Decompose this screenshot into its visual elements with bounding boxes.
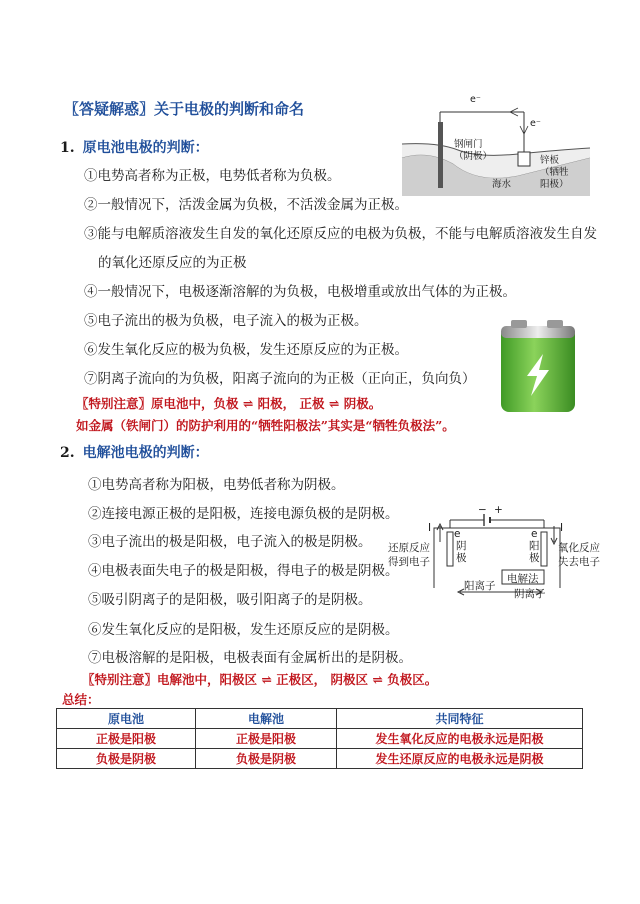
summary-label: 总结： — [62, 692, 100, 707]
zinc-label-1: 锌板 — [540, 155, 560, 166]
s1-item-6: ⑥发生氧化反应的极为负极，发生还原反应的为正极。 — [84, 342, 408, 358]
section1-heading — [60, 137, 209, 157]
s2-special-note: 〖特别注意〗电解池中，阳极区 ⇌ 正极区， 阴极区 ⇌ 负极区。 — [82, 672, 438, 687]
electrolysis-box-label: 电解法 — [507, 573, 539, 585]
s1-special-note: 〖特别注意〗原电池中，负极 ⇌ 阳极， 正极 ⇌ 阴极。 — [76, 396, 382, 411]
zinc-label-2: （牺牲 — [540, 167, 569, 178]
s2-item-4: ④电极表面失电子的极是阳极，得电子的极是阴极。 — [88, 563, 399, 579]
s2-item-2: ②连接电源正极的是阳极，连接电源负极的是阴极。 — [88, 506, 399, 522]
s1-special-note-2: 如金属（铁闸门）的防护利用的“牺牲阳极法”其实是“牺牲负极法”。 — [76, 418, 455, 433]
s1-item-7: ⑦阴离子流向的为负极，阳离子流向的为正极（正向正，负向负） — [84, 371, 476, 387]
s1-item-5: ⑤电子流出的极为负极，电子流入的极为正极。 — [84, 313, 368, 329]
gate-label-1: 钢闸门 — [454, 139, 483, 150]
s2-item-5: ⑤吸引阴离子的是阳极，吸引阳离子的是阴极。 — [88, 592, 372, 608]
section1-heading-text: 原电池电极的判断： — [82, 140, 209, 156]
section2-heading — [60, 442, 209, 462]
summary-header-row — [57, 709, 583, 729]
reduction-label-2: 得到电子 — [388, 556, 430, 568]
summary-header-galvanic: 原电池 — [57, 709, 196, 729]
oxidation-label-2: 失去电子 — [558, 556, 600, 568]
anode-label-2: 极 — [529, 552, 540, 564]
zinc-label-3: 阳极） — [540, 179, 569, 190]
electron-right-label: e — [531, 528, 538, 540]
electron-right-label: e⁻ — [530, 118, 541, 129]
s2-item-7: ⑦电极溶解的是阳极，电极表面有金属析出的是阴极。 — [88, 650, 412, 666]
oxidation-label-1: 氧化反应 — [558, 542, 600, 554]
page-title: 〖答疑解惑〗关于电极的判断和命名 — [64, 100, 305, 118]
s2-item-6: ⑥发生氧化反应的是阳极，发生还原反应的是阴极。 — [88, 622, 399, 638]
summary-header-electrolytic: 电解池 — [196, 709, 337, 729]
steel-gate — [438, 122, 443, 188]
s1-item-3: ③能与电解质溶液发生自发的氧化还原反应的电极为负极，不能与电解质溶液发生自发 — [84, 226, 597, 242]
anode-plate — [541, 532, 547, 566]
cathode-label-1: 阴 — [456, 540, 467, 552]
summary-header-common: 共同特征 — [337, 709, 583, 729]
seawater-label: 海水 — [492, 179, 512, 190]
summary-cell: 正极是阳极 — [57, 729, 196, 749]
section2-heading-text: 电解池电极的判断： — [82, 445, 209, 461]
summary-cell: 正极是阳极 — [196, 729, 337, 749]
reduction-label-1: 还原反应 — [388, 542, 430, 554]
s2-item-3: ③电子流出的极是阳极，电子流入的极是阴极。 — [88, 534, 372, 550]
electron-top-label: e⁻ — [470, 94, 481, 105]
s1-item-2: ②一般情况下，活泼金属为负极，不活泼金属为正极。 — [84, 197, 408, 213]
current-left-label: I — [428, 522, 432, 534]
summary-cell: 负极是阴极 — [57, 749, 196, 769]
cathode-plate — [447, 532, 453, 566]
battery-icon — [497, 318, 579, 414]
s1-item-3-cont: 的氧化还原反应的为正极 — [98, 255, 247, 271]
anode-label-1: 阳 — [529, 540, 540, 552]
current-right-label: I — [560, 522, 564, 534]
cation-label: 阳离子 — [464, 580, 496, 592]
anion-label: 阴离子 — [514, 588, 546, 600]
zinc-plate — [518, 152, 530, 166]
summary-cell: 负极是阴极 — [196, 749, 337, 769]
summary-table — [56, 708, 583, 769]
cathode-label-2: 极 — [456, 552, 467, 564]
s1-item-4: ④一般情况下，电极逐渐溶解的为负极，电极增重或放出气体的为正极。 — [84, 284, 516, 300]
section1-number: 1. — [60, 140, 75, 156]
section2-number: 2. — [60, 445, 75, 461]
table-row — [57, 749, 583, 769]
battery-illustration — [497, 318, 579, 414]
s1-item-1: ①电势高者称为正极，电势低者称为负极。 — [84, 168, 341, 184]
battery-plus: + — [494, 504, 503, 516]
summary-cell: 发生还原反应的电极永远是阴极 — [337, 749, 583, 769]
gate-label-2: （阴极） — [454, 151, 493, 162]
table-row — [57, 729, 583, 749]
s2-item-1: ①电势高者称为阳极，电势低者称为阴极。 — [88, 477, 345, 493]
summary-cell: 发生氧化反应的电极永远是阳极 — [337, 729, 583, 749]
battery-minus: − — [478, 504, 487, 516]
electron-left-label: e — [454, 528, 461, 540]
electrolysis-diagram — [388, 504, 604, 600]
sacrificial-anode-diagram — [398, 92, 594, 196]
